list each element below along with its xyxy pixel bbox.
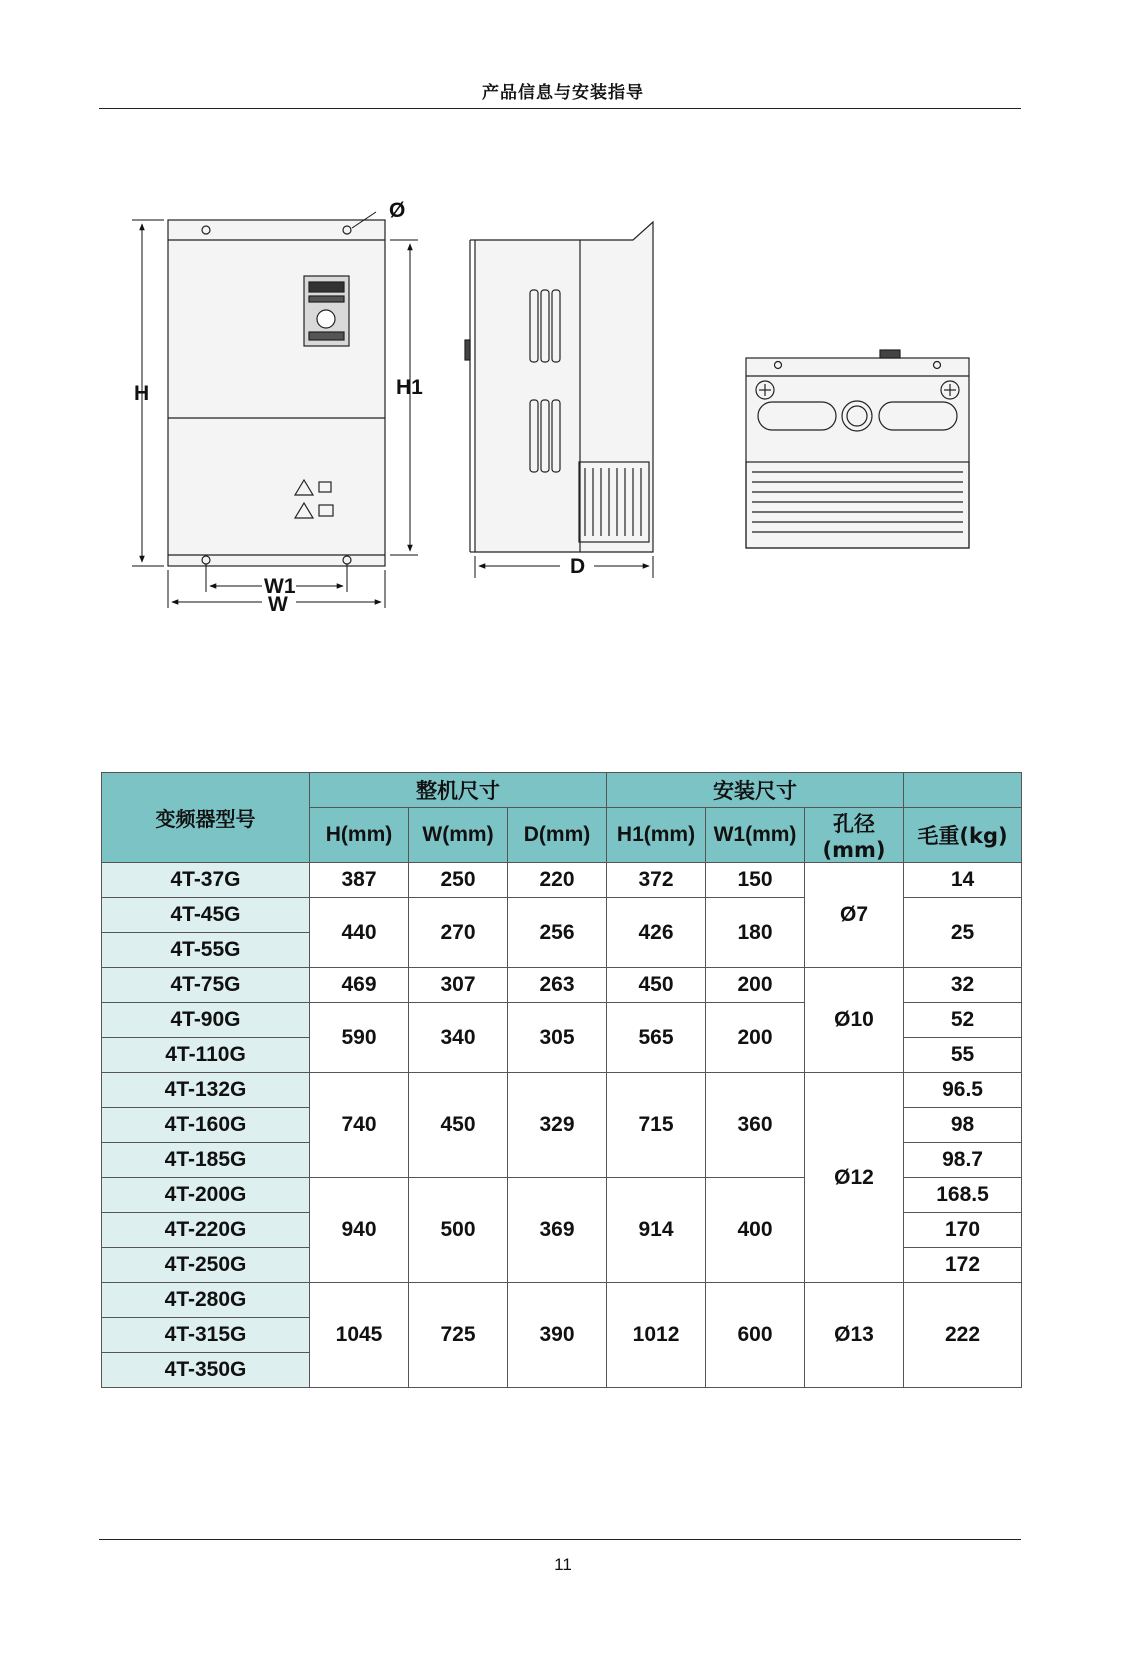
side-view-dimensions [475,556,653,578]
weight-cell: 222 [904,1283,1022,1388]
hole-cell: Ø7 [805,863,904,968]
h-cell: 740 [310,1073,409,1178]
col-header-h: H(mm) [310,808,409,863]
model-cell: 4T-350G [102,1353,310,1388]
table-group-header-row [102,773,1022,808]
model-cell: 4T-55G [102,933,310,968]
h1-cell: 565 [607,1003,706,1073]
label-d: D [570,555,586,578]
w1-cell: 400 [706,1178,805,1283]
model-cell: 4T-75G [102,968,310,1003]
h-cell: 387 [310,863,409,898]
w1-cell: 180 [706,898,805,968]
w1-cell: 200 [706,968,805,1003]
header-rule [99,108,1021,109]
col-header-hole: 孔径(mm) [805,808,904,863]
h1-cell: 1012 [607,1283,706,1388]
label-w: W [268,593,288,616]
table-row [102,863,1022,898]
d-cell: 329 [508,1073,607,1178]
dimension-spec-table [101,772,1022,1388]
weight-cell: 170 [904,1213,1022,1248]
label-h: H [134,382,150,405]
h-cell: 590 [310,1003,409,1073]
table-row [102,1283,1022,1318]
model-cell: 4T-160G [102,1108,310,1143]
h1-cell: 715 [607,1073,706,1178]
d-cell: 256 [508,898,607,968]
w-cell: 725 [409,1283,508,1388]
weight-cell: 96.5 [904,1073,1022,1108]
page-header-title: 产品信息与安装指导 [482,83,644,103]
label-w1: W1 [264,575,296,598]
table-row [102,968,1022,1003]
w1-cell: 360 [706,1073,805,1178]
w-cell: 500 [409,1178,508,1283]
table-row [102,1073,1022,1108]
d-cell: 263 [508,968,607,1003]
col-header-h1: H1(mm) [607,808,706,863]
w-cell: 307 [409,968,508,1003]
weight-cell: 25 [904,898,1022,968]
w1-cell: 200 [706,1003,805,1073]
d-cell: 390 [508,1283,607,1388]
h-cell: 940 [310,1178,409,1283]
hole-cell: Ø12 [805,1073,904,1283]
weight-cell: 32 [904,968,1022,1003]
front-view-drawing [168,220,385,566]
d-cell: 369 [508,1178,607,1283]
model-cell: 4T-110G [102,1038,310,1073]
header-blank [904,773,1022,808]
col-header-weight: 毛重(kg) [904,808,1022,863]
label-diameter: Ø [389,200,406,222]
model-cell: 4T-315G [102,1318,310,1353]
model-cell: 4T-280G [102,1283,310,1318]
w-cell: 270 [409,898,508,968]
h1-cell: 914 [607,1178,706,1283]
h1-cell: 372 [607,863,706,898]
header-overall-size: 整机尺寸 [310,773,607,808]
top-view-drawing [746,350,969,548]
w1-cell: 150 [706,863,805,898]
h-cell: 469 [310,968,409,1003]
model-cell: 4T-250G [102,1248,310,1283]
hole-cell: Ø10 [805,968,904,1073]
header-install-size: 安装尺寸 [607,773,904,808]
d-cell: 305 [508,1003,607,1073]
w-cell: 340 [409,1003,508,1073]
model-cell: 4T-220G [102,1213,310,1248]
weight-cell: 98 [904,1108,1022,1143]
label-h1: H1 [396,376,423,399]
model-cell: 4T-37G [102,863,310,898]
model-cell: 4T-45G [102,898,310,933]
model-cell: 4T-185G [102,1143,310,1178]
col-header-w1: W1(mm) [706,808,805,863]
h1-cell: 426 [607,898,706,968]
side-view-drawing [465,222,653,552]
w1-cell: 600 [706,1283,805,1388]
d-cell: 220 [508,863,607,898]
h-cell: 440 [310,898,409,968]
footer-rule [99,1539,1021,1540]
page-number: 11 [554,1555,572,1574]
model-cell: 4T-200G [102,1178,310,1213]
model-cell: 4T-132G [102,1073,310,1108]
h1-cell: 450 [607,968,706,1003]
weight-cell: 55 [904,1038,1022,1073]
weight-cell: 52 [904,1003,1022,1038]
h-cell: 1045 [310,1283,409,1388]
header-model: 变频器型号 [102,773,310,863]
hole-cell: Ø13 [805,1283,904,1388]
model-cell: 4T-90G [102,1003,310,1038]
weight-cell: 168.5 [904,1178,1022,1213]
weight-cell: 172 [904,1248,1022,1283]
col-header-d: D(mm) [508,808,607,863]
w-cell: 250 [409,863,508,898]
w-cell: 450 [409,1073,508,1178]
col-header-w: W(mm) [409,808,508,863]
weight-cell: 98.7 [904,1143,1022,1178]
dimension-drawings [0,200,1126,630]
weight-cell: 14 [904,863,1022,898]
